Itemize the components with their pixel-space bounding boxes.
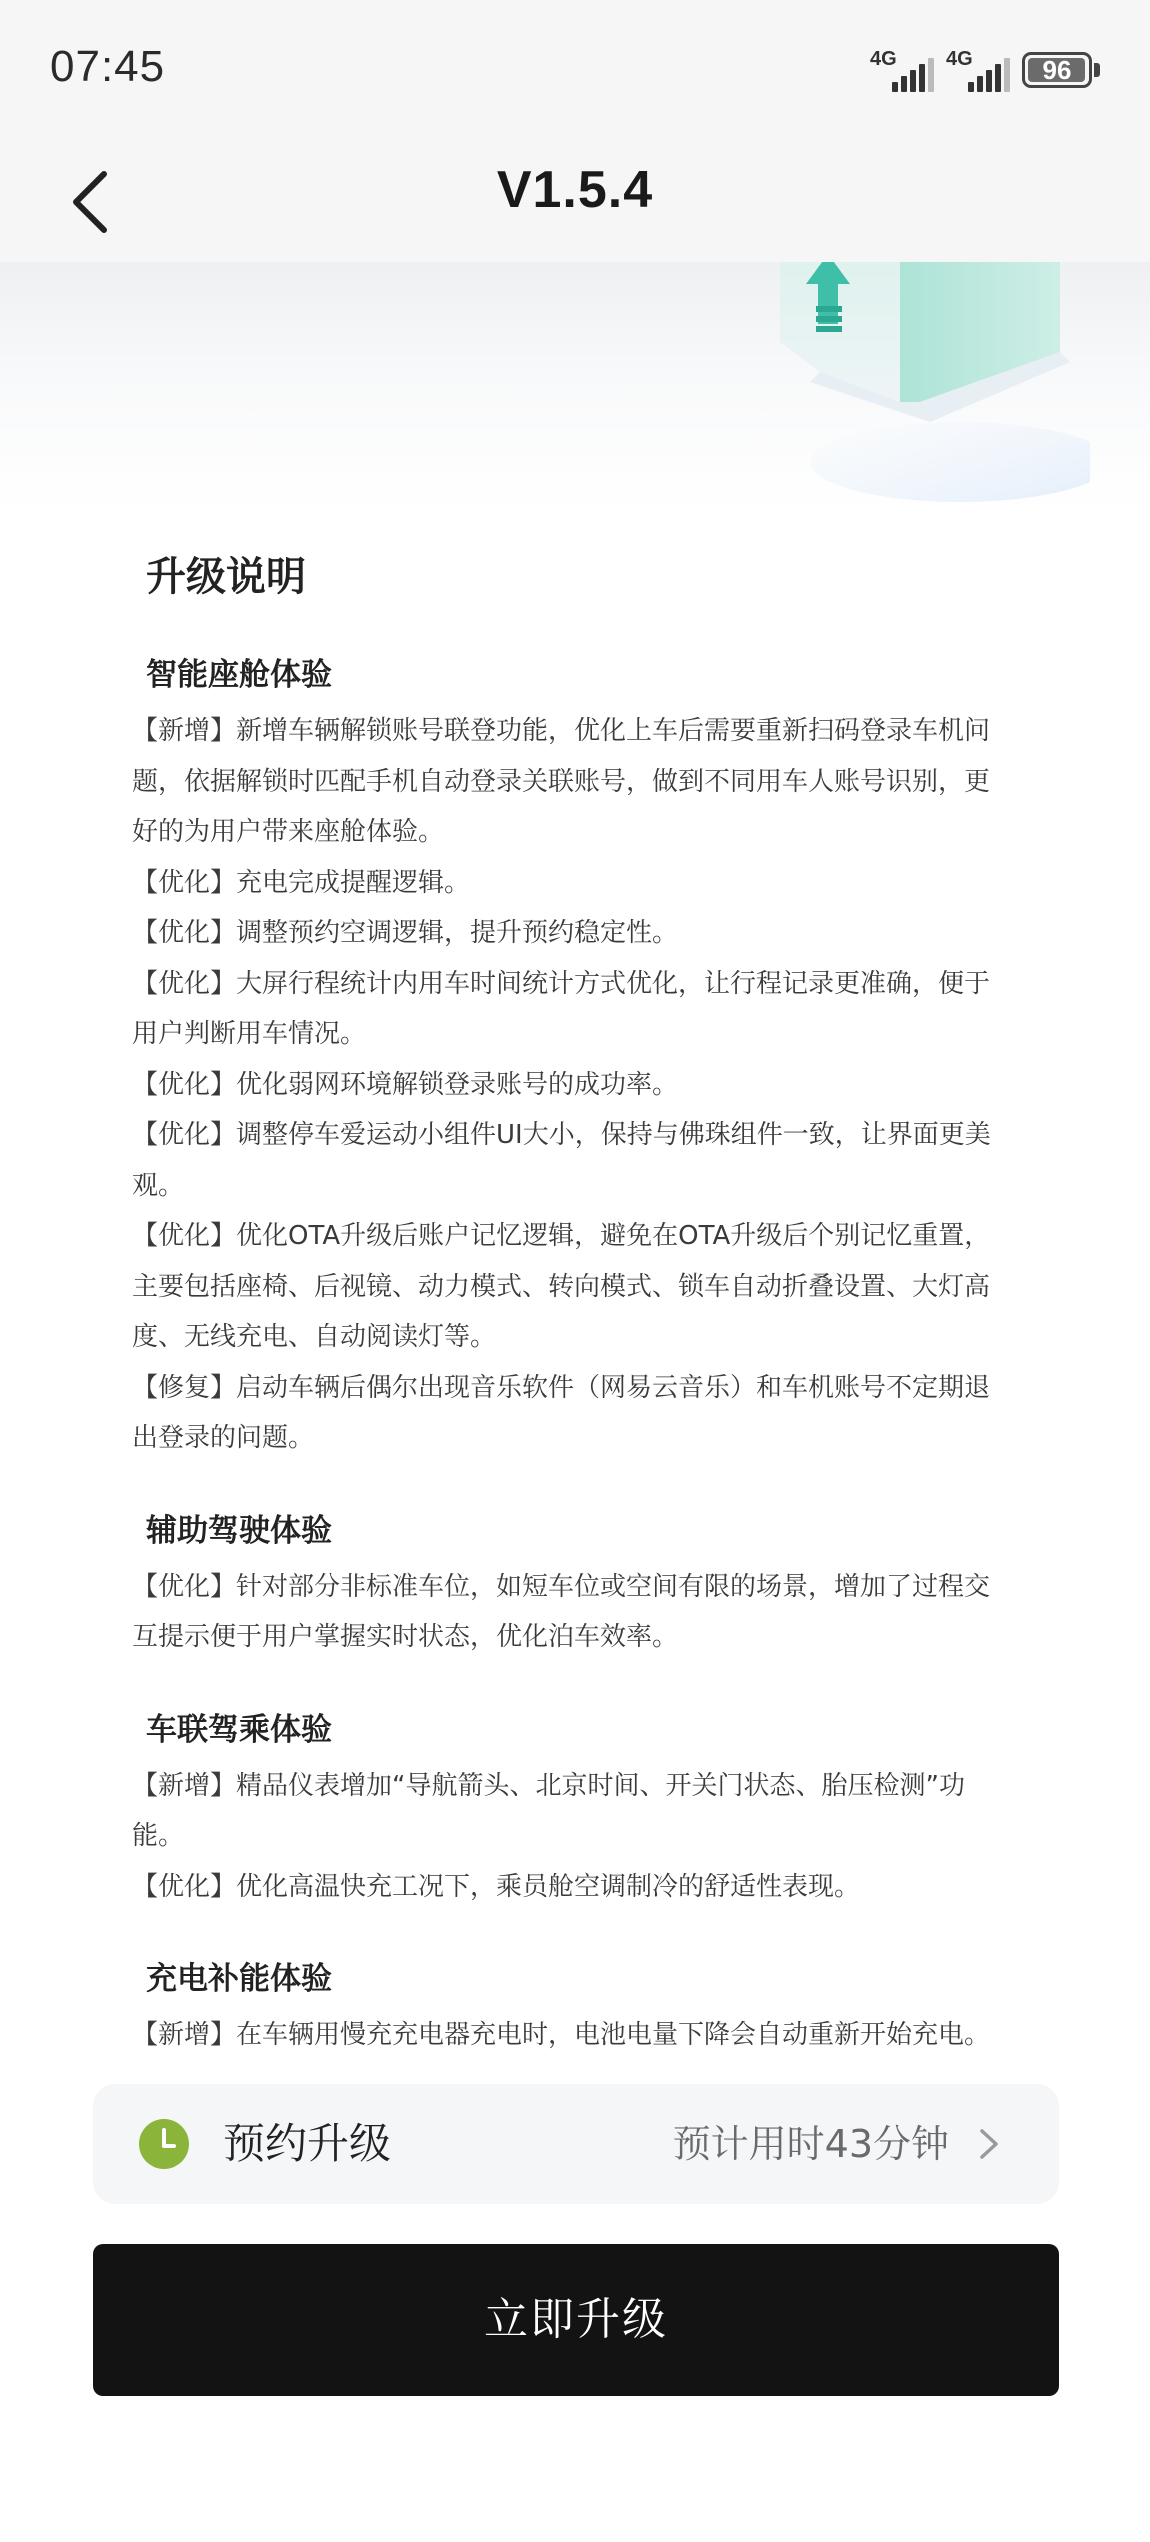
back-button[interactable] <box>60 162 130 242</box>
notes-heading: 升级说明 <box>146 554 306 600</box>
status-time: 07:45 <box>50 42 166 91</box>
section-title: 智能座舱体验 <box>146 657 332 693</box>
signal-strength-icon-2 <box>946 48 1008 92</box>
list-item: 【优化】优化高温快充工况下，乘员舱空调制冷的舒适性表现。 <box>132 1871 861 1902</box>
list-item: 【修复】启动车辆后偶尔出现音乐软件（网易云音乐）和车机账号不定期退出登录的问题。 <box>132 1372 991 1453</box>
upgrade-now-button[interactable]: 立即升级 <box>93 2244 1059 2396</box>
hero-banner <box>0 262 1150 512</box>
list-item: 【优化】调整预约空调逻辑，提升预约稳定性。 <box>132 918 679 948</box>
network-type-label: 4G <box>870 48 897 70</box>
list-item: 【新增】在车辆用慢充充电器充电时，电池电量下降会自动重新开始充电。 <box>132 2020 991 2050</box>
schedule-upgrade-label: 预约升级 <box>223 2119 392 2168</box>
chevron-right-icon <box>977 2126 1001 2162</box>
list-item: 【优化】优化OTA升级后账户记忆逻辑，避免在OTA升级后个别记忆重置，主要包括座椅、后视镜、动力模式、转向模式、锁车自动折叠设置、大灯高度、无线充电、自动阅读灯等。 <box>132 1221 991 1352</box>
clock-icon <box>139 2119 189 2169</box>
battery-icon <box>1022 52 1092 88</box>
list-item: 【优化】调整停车爱运动小组件UI大小，保持与佛珠组件一致，让界面更美观。 <box>132 1120 991 1201</box>
list-item: 【新增】新增车辆解锁账号联登功能，优化上车后需要重新扫码登录车机问题，依据解锁时匹配手机自动登录关联账号，做到不同用车人账号识别，更好的为用户带来座舱体验。 <box>132 716 991 847</box>
section-title: 车联驾乘体验 <box>146 1711 332 1748</box>
battery-level: 96 <box>1042 55 1072 85</box>
estimated-time: 预计用时43分钟 <box>672 2122 949 2166</box>
page-title: V1.5.4 <box>496 161 654 219</box>
list-item: 【优化】充电完成提醒逻辑。 <box>132 867 471 898</box>
battery-tip <box>1094 63 1100 77</box>
section-smart-cockpit <box>132 650 1012 1464</box>
section-assisted-driving <box>132 1506 1012 1663</box>
signal-strength-icon <box>870 48 932 92</box>
network-type-label-2: 4G <box>946 48 973 70</box>
list-item: 【优化】大屏行程统计内用车时间统计方式优化，让行程记录更准确，便于用户判断用车情况。 <box>132 968 991 1049</box>
schedule-upgrade-row[interactable] <box>93 2084 1059 2204</box>
section-title: 辅助驾驶体验 <box>146 1512 332 1549</box>
list-item: 【新增】精品仪表增加“导航箭头、北京时间、开关门状态、胎压检测”功能。 <box>132 1770 965 1851</box>
list-item: 【优化】针对部分非标准车位，如短车位或空间有限的场景，增加了过程交互提示便于用户掌握实时状态，优化泊车效率。 <box>132 1571 991 1652</box>
release-notes <box>132 545 1012 2103</box>
section-charging <box>132 1954 1012 2061</box>
nav-bar <box>0 140 1150 262</box>
section-title: 充电补能体验 <box>146 1961 332 1997</box>
chevron-left-icon <box>60 162 130 242</box>
status-bar <box>0 0 1150 140</box>
upgrade-box-illustration <box>760 262 1090 502</box>
list-item: 【优化】优化弱网环境解锁登录账号的成功率。 <box>132 1069 679 1100</box>
section-connected-driving <box>132 1705 1012 1913</box>
